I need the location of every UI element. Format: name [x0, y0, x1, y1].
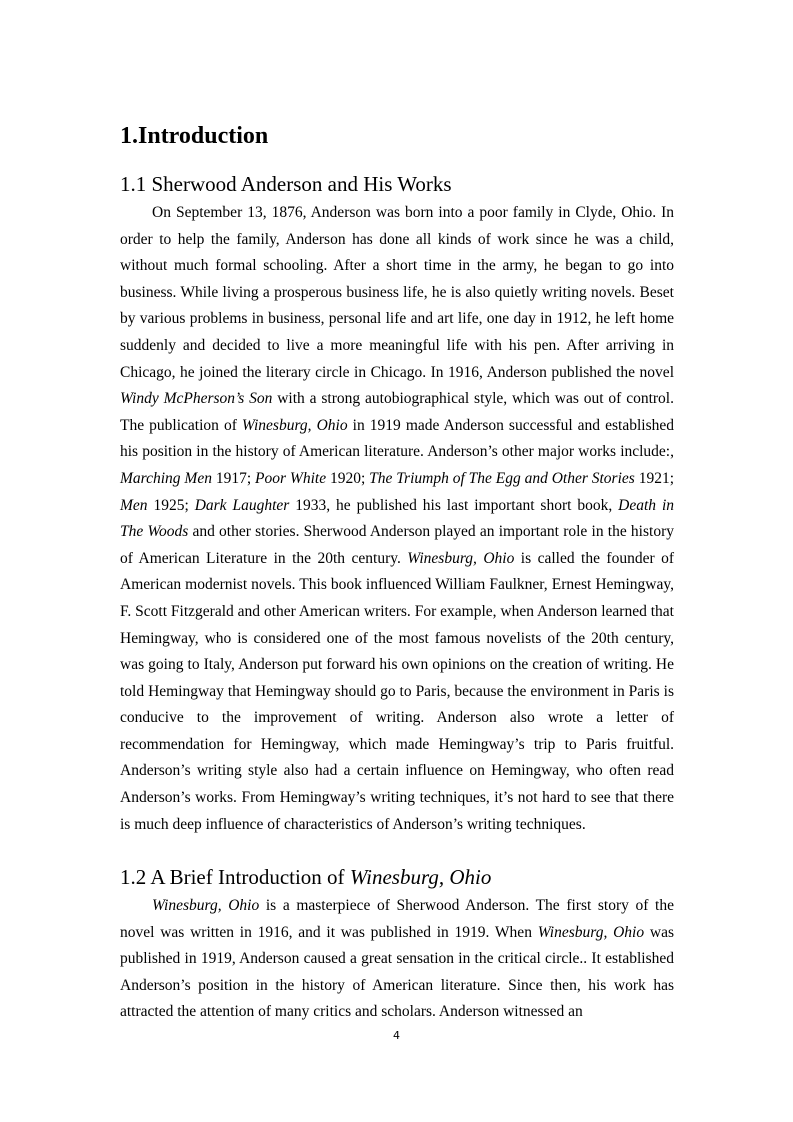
book-title: Dark Laughter — [194, 496, 290, 514]
book-title: Marching Men — [120, 469, 212, 487]
text-run: 1917; — [211, 469, 256, 487]
text-run: is called the founder of American modernist novels. This book influenced William Faulkner, Ernest Hemingway, F. Scott Fitzgerald and other American writers. For example, when Anderson learned that Hemingway, who is considered one of the most famous novelists of the 20th century, was going to Italy, Anderson put forward his own opinions on the creation of writing. He told Hemingway that Hemingway should go to Paris, because the environment in Paris is conducive to the improvement of writing. Anderson also wrote a letter of recommendation for Hemingway, which made Hemingway’s trip to Paris fruitful. Anderson’s writing style also had a certain influence on Hemingway, who often read Anderson’s works. From Hemingway’s writing techniques, it’s not hard to see that there is much deep influence of characteristics of Anderson’s writing techniques. — [120, 549, 674, 833]
text-run: was published in 1919, Anderson caused a great sensation in the critical circle.. It established Anderson’s position in the history of American literature. Since then, his work has attracted the attention of many critics and scholars. Anderson witnessed an — [120, 923, 674, 1021]
book-title: Winesburg, Ohio — [537, 923, 645, 941]
section-1-2-paragraph — [120, 893, 674, 1026]
text-run: 1933, he published his last important short book, — [289, 496, 619, 514]
book-title: Winesburg, Ohio — [241, 416, 348, 434]
book-title: Men — [120, 496, 148, 514]
text-run: is a masterpiece of Sherwood Anderson. The first story of the novel was written in 1916, and it was published in 1919. When — [120, 897, 674, 941]
chapter-heading: 1.Introduction — [120, 123, 269, 149]
book-title: Death in The Woods — [120, 496, 674, 541]
section-heading-1-1: 1.1 Sherwood Anderson and His Works — [120, 172, 452, 196]
book-title: Windy McPherson’s Son — [120, 390, 273, 408]
text-run: 1925; — [147, 496, 195, 514]
text-run: 1921; — [634, 469, 674, 487]
text-run: in 1919 made Anderson successful and established his position in the history of American literature. Anderson’s other major works include:, — [120, 416, 674, 461]
page-number: 4 — [393, 1029, 400, 1042]
book-title: Poor White — [255, 469, 327, 487]
text-run: On September 13, 1876, Anderson was born into a poor family in Clyde, Ohio. In order to help the family, Anderson has done all kinds of work since he was a child, without much formal schooling. After a short time in the army, he began to go into business. While living a prosperous business life, he is also quietly writing novels. Beset by various problems in business, personal life and art life, one day in 1912, he left home suddenly and decided to live a more meaningful life with his pen. After arriving in Chicago, he joined the literary circle in Chicago. In 1916, Anderson published the novel — [120, 204, 674, 381]
section-1-1-paragraph — [120, 200, 674, 838]
book-title: The Triumph of The Egg and Other Stories — [369, 469, 635, 487]
text-run: 1920; — [326, 469, 370, 487]
text-run: and other stories. Sherwood Anderson played an important role in the history of American Literature in the 20th century. — [120, 523, 674, 567]
section-heading-prefix: 1.2 A Brief Introduction of — [120, 865, 350, 889]
book-title: Winesburg, Ohio — [407, 549, 515, 567]
section-heading-1-2 — [120, 863, 491, 891]
section-heading-book-title: Winesburg, Ohio — [349, 865, 492, 889]
book-title: Winesburg, Ohio — [152, 897, 260, 914]
text-run: with a strong autobiographical style, which was out of control. The publication of — [120, 390, 674, 434]
